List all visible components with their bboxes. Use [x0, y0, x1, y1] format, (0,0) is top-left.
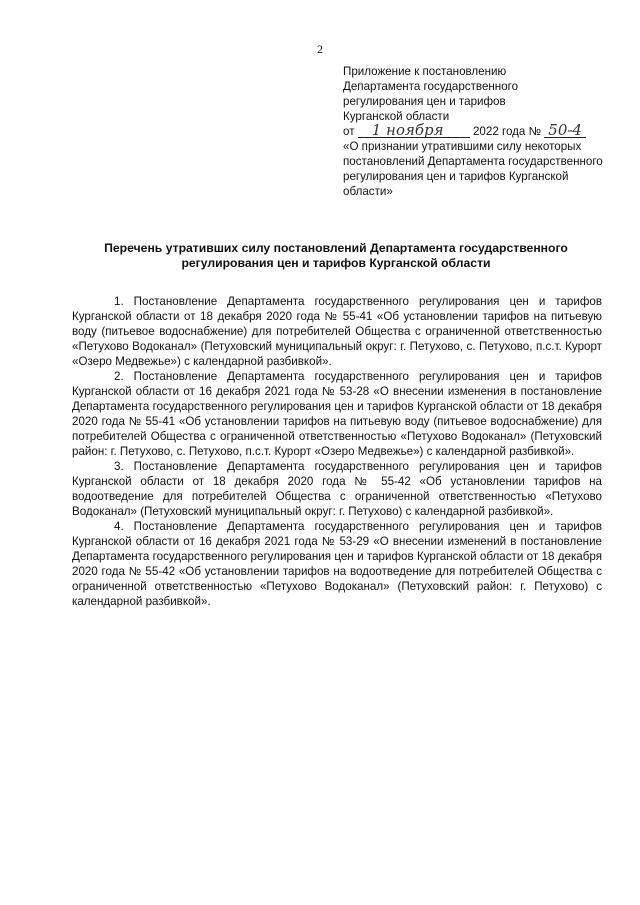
list-item: 2. Постановление Департамента государственного регулирования цен и тарифов Курганской области от 16 декабря 2021 года № 53-28 «О внесении изменения в постановление Департамента государственного регулирования цен и тарифов Курганской области от 18 декабря 2020 года № 55-41 «Об установлении тарифов на питьевую воду (питьевое водоснабжение) для потребителей Общества с ограниченной ответственностью «Петухово Водоканал» (Петуховский район: г. Петухово, с. Петухово, п.с.т. Курорт «Озеро Медвежье») с календарной разбивкой».: [72, 370, 602, 458]
page-number: 2: [317, 42, 323, 56]
document-title: Перечень утративших силу постановлений Департамента государственного регулирования цен и тарифов Курганской области: [104, 241, 568, 270]
appendix-header: [343, 64, 608, 199]
handwritten-date: 1 ноября: [358, 124, 470, 138]
list-item: 3. Постановление Департамента государственного регулирования цен и тарифов Курганской области от 18 декабря 2020 года № 55-42 «Об установлении тарифов на водоотведение для потребителей Общества с ограниченной ответственностью «Петухово Водоканал» (Петуховский муниципальный округ: г. Петухово) с календарной разбивкой».: [72, 460, 602, 518]
document-body: [72, 294, 602, 609]
list-item: 4. Постановление Департамента государственного регулирования цен и тарифов Курганской области от 16 декабря 2021 года № 53-29 «О внесении изменений в постановление Департамента государственного регулирования цен и тарифов Курганской области от 18 декабря 2020 года № 55-42 «Об установлении тарифов на водоотведение для потребителей Общества с ограниченной ответственностью «Петухово Водоканал» (Петуховский район: г. Петухово) с календарной разбивкой».: [72, 520, 602, 608]
date-prefix: от: [343, 125, 355, 138]
appendix-line: Департамента государственного: [343, 80, 519, 93]
handwritten-number: 50-4: [544, 124, 586, 138]
year-text: 2022 года №: [472, 125, 542, 138]
appendix-subject: «О признании утратившими силу некоторых постановлений Департамента государственного регулирования цен и тарифов Курганской области»: [343, 140, 603, 198]
appendix-line: Приложение к постановлению: [343, 65, 507, 78]
appendix-line: регулирования цен и тарифов: [343, 95, 506, 108]
appendix-date-line: [343, 121, 608, 139]
appendix-line: Курганской области: [343, 110, 450, 123]
list-item: 1. Постановление Департамента государственного регулирования цен и тарифов Курганской области от 18 декабря 2020 года № 55-41 «Об установлении тарифов на питьевую воду (питьевое водоснабжение) для потребителей Общества с ограниченной ответственностью «Петухово Водоканал» (Петуховский муниципальный округ: г. Петухово, с. Петухово, п.с.т. Курорт «Озеро Медвежье») с календарной разбивкой».: [72, 295, 602, 368]
